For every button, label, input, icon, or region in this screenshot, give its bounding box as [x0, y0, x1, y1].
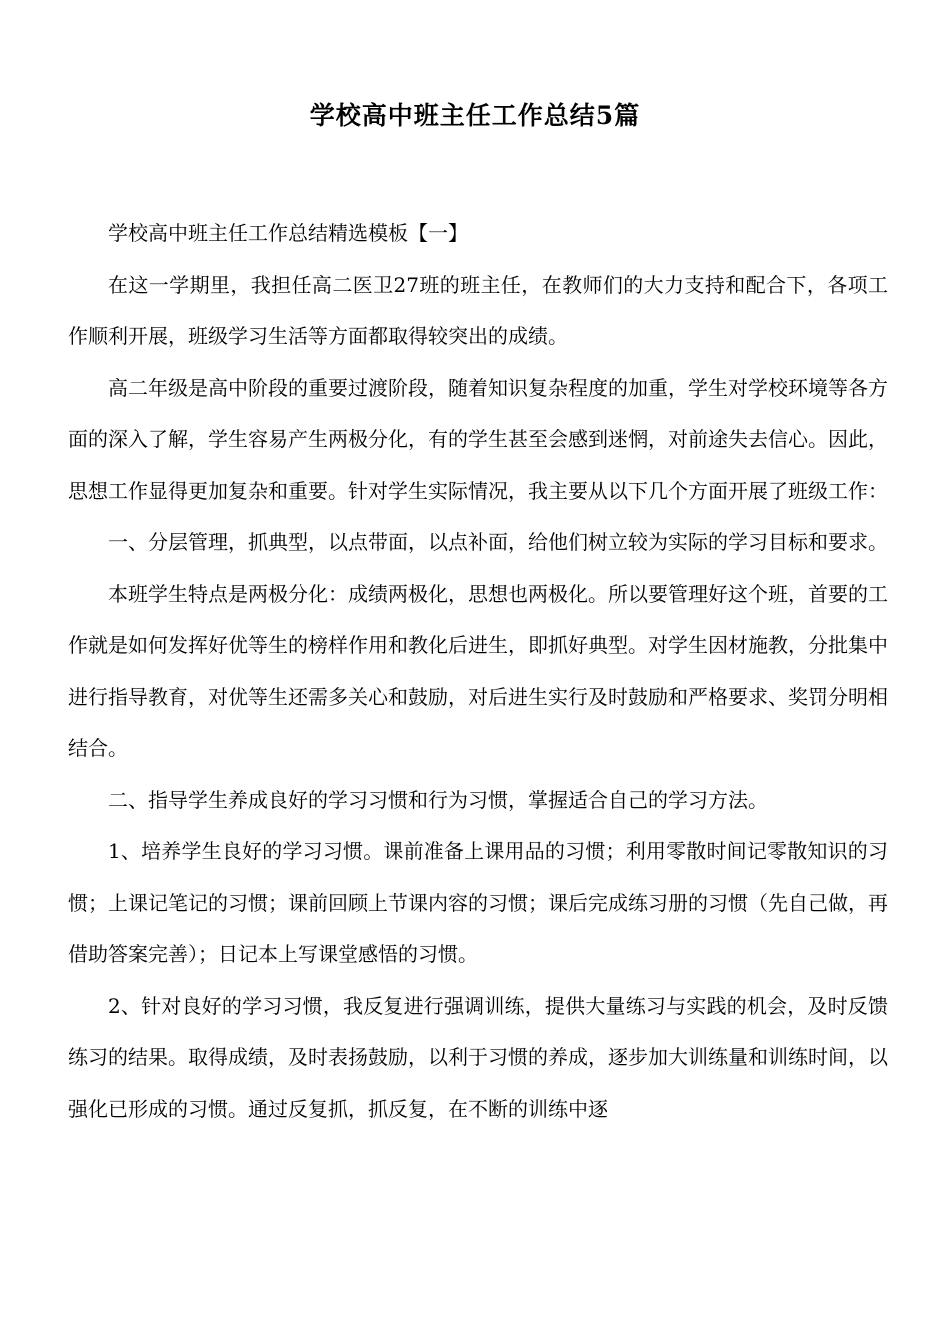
- paragraph: 2、针对良好的学习习惯，我反复进行强调训练，提供大量练习与实践的机会，及时反馈练习的结果。取得成绩，及时表扬鼓励，以利于习惯的养成，逐步加大训练量和训练时间，以强化已形成的习惯。通过反复抓，抓反复，在不断的训练中逐: [68, 993, 888, 1121]
- section-heading: 学校高中班主任工作总结精选模板【一】: [108, 221, 468, 245]
- paragraph: 1、培养学生良好的学习习惯。课前准备上课用品的习惯；利用零散时间记零散知识的习惯；上课记笔记的习惯；课前回顾上节课内容的习惯；课后完成练习册的习惯（先自己做，再借助答案完善）；日记本上写课堂感悟的习惯。: [68, 839, 888, 966]
- paragraph: 本班学生特点是两极分化：成绩两极化，思想也两极化。所以要管理好这个班，首要的工作就是如何发挥好优等生的榜样作用和教化后进生，即抓好典型。对学生因材施教，分批集中进行指导教育，对优等生还需多关心和鼓励，对后进生实行及时鼓励和严格要求、奖罚分明相结合。: [68, 581, 888, 760]
- paragraph: 二、指导学生养成良好的学习习惯和行为习惯，掌握适合自己的学习方法。: [108, 787, 768, 812]
- paragraph: 在这一学期里，我担任高二医卫27班的班主任，在教师们的大力支持和配合下，各项工作顺利开展，班级学习生活等方面都取得较突出的成绩。: [68, 272, 888, 348]
- document-title: 学校高中班主任工作总结5篇: [309, 101, 641, 130]
- document-body: [68, 208, 888, 1135]
- paragraph: 高二年级是高中阶段的重要过渡阶段，随着知识复杂程度的加重，学生对学校环境等各方面的深入了解，学生容易产生两极分化，有的学生甚至会感到迷惘，对前途失去信心。因此，思想工作显得更加复杂和重要。针对学生实际情况，我主要从以下几个方面开展了班级工作：: [68, 375, 888, 503]
- paragraph: 一、分层管理，抓典型，以点带面，以点补面，给他们树立较为实际的学习目标和要求。: [108, 530, 888, 554]
